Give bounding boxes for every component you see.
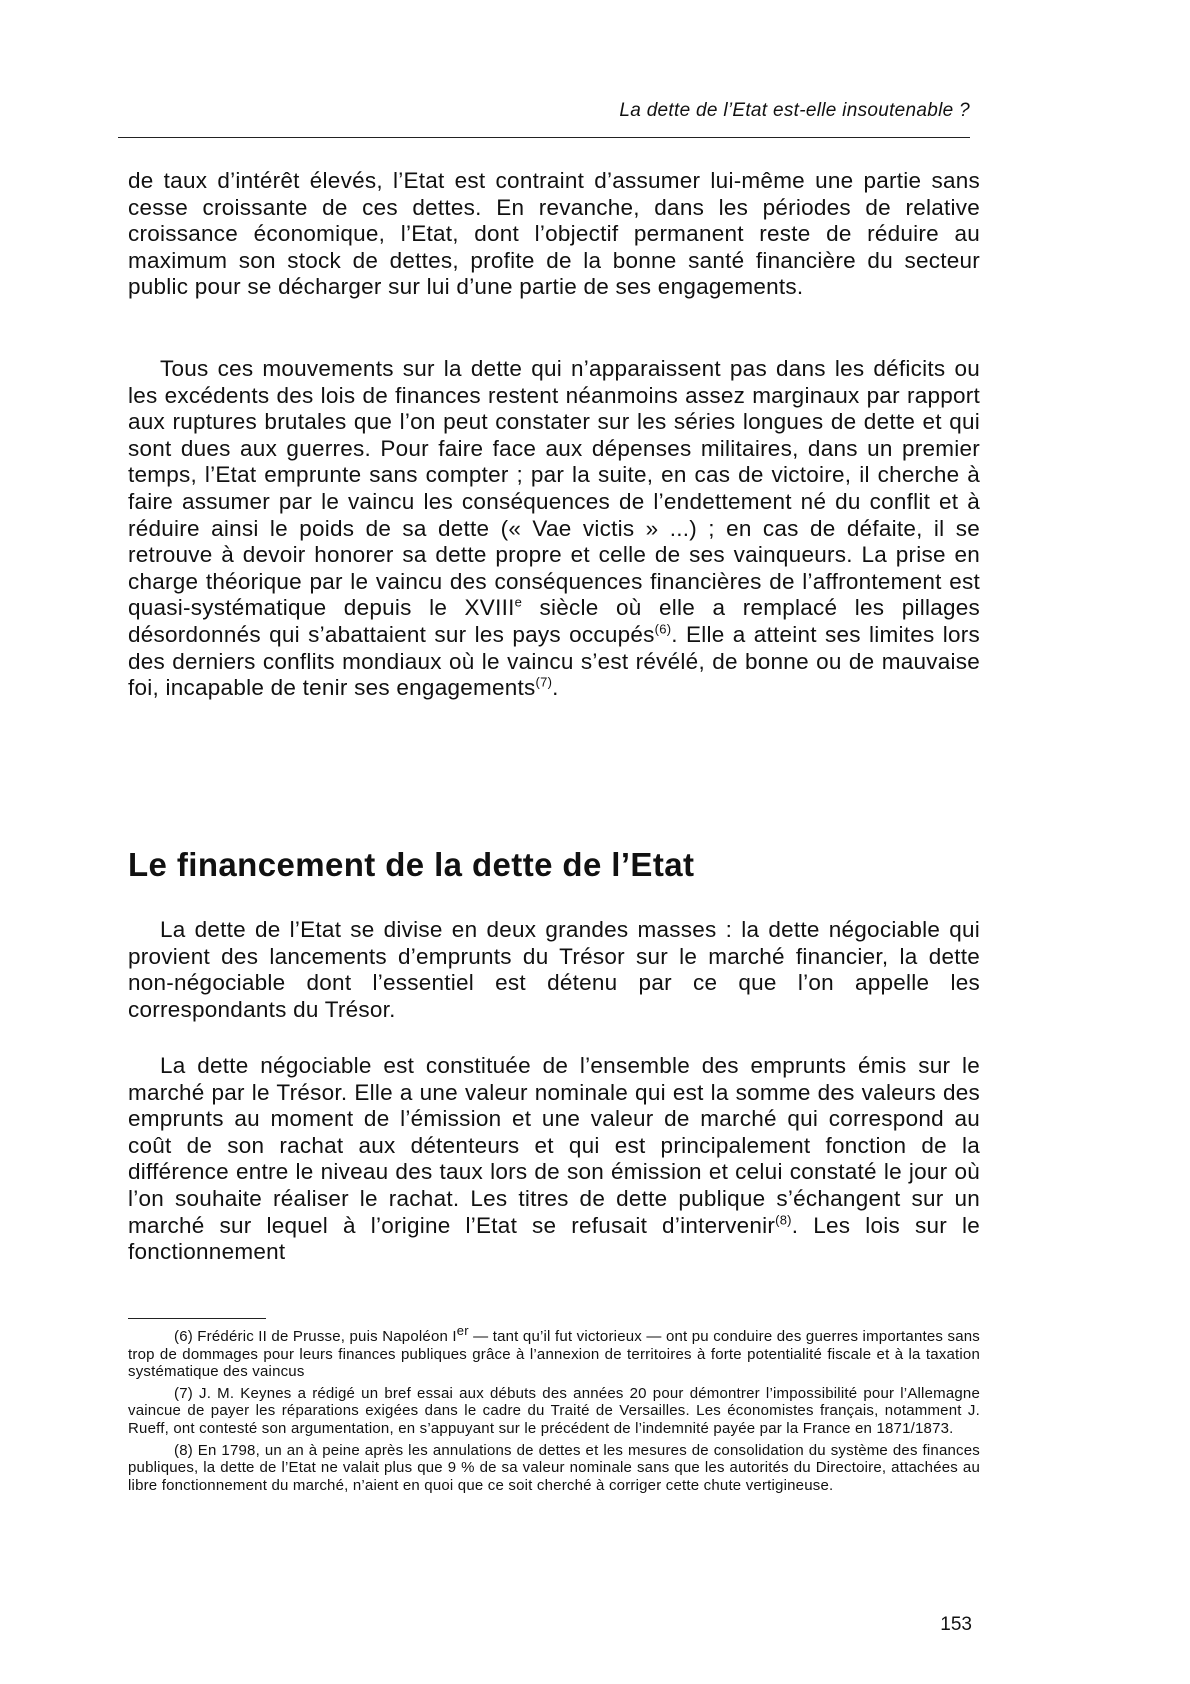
footnote-6-text-a: (6) Frédéric II de Prusse, puis Napoléon I xyxy=(174,1328,457,1345)
header-rule xyxy=(118,137,970,138)
paragraph-4-text-a: La dette négociable est constituée de l’ensemble des emprunts émis sur le marché par le Trésor. Elle a une valeur nominale qui est la somme des valeurs des emprunts au moment de l’émission et une valeur de marché qui correspond au coût de son rachat aux détenteurs et qui est principalement fonction de la différence entre le niveau des taux lors de son émission et celui constaté le jour où l’on souhaite réaliser le rachat. Les titres de dette publique s’échangent sur un marché sur lequel à l’origine l’Etat se refusait d’intervenir xyxy=(128,1053,980,1238)
footnote-6-text-b: — tant qu’il fut victorieux — ont pu conduire des guerres importantes sans trop de dommages pour leurs finances publiques grâce à l’annexion de territoires à forte potentialité fiscale et à la taxation systématique des vaincus xyxy=(128,1328,980,1381)
paragraph-2-text-b: siècle où elle a remplacé les pillages désordonnés qui s’abattaient sur les pays occupés xyxy=(128,595,980,647)
footnote-8: (8) En 1798, un an à peine après les annulations de dettes et les mesures de consolidation du système des finances publiques, la dette de l’Etat ne valait plus que 9 % de sa valeur nominale sans que les autorités du Directoire, attachées au libre fonctionnement du marché, n’aient en quoi que ce soit cherché à corriger cette chute vertigineuse. xyxy=(128,1441,980,1494)
paragraph-2-text-d: . xyxy=(552,675,559,701)
footnote-6 xyxy=(128,1323,980,1381)
section-heading: Le financement de la dette de l’Etat xyxy=(128,846,695,883)
paragraph-4-text-b: . Les lois sur le fonctionnement xyxy=(128,1212,980,1265)
paragraph-2 xyxy=(128,356,980,702)
paragraph-2-text-c: . Elle a atteint ses limites lors des derniers conflits mondiaux où le vaincu s’est révélé, de bonne ou de mauvaise foi, incapable de tenir ses engagements xyxy=(128,621,980,701)
paragraph-3: La dette de l’Etat se divise en deux grandes masses : la dette négociable qui provient des lancements d’emprunts du Trésor sur le marché financier, la dette non-négociable dont l’essentiel est détenu par ce que l’on appelle les correspondants du Trésor. xyxy=(128,917,980,1022)
page-number: 153 xyxy=(940,1614,972,1635)
footnote-6-superscript: er xyxy=(456,1323,469,1338)
footnote-ref-8: (8) xyxy=(775,1212,792,1228)
footnote-7: (7) J. M. Keynes a rédigé un bref essai aux débuts des années 20 pour démontrer l’impossibilité pour l’Allemagne vaincue de payer les réparations exigées dans le cadre du Traité de Versailles. Les économistes français, notamment J. Rueff, ont contesté son argumentation, en s’appuyant sur le précédent de l’indemnité payée par la France en 1871/1873. xyxy=(128,1384,980,1437)
footnotes xyxy=(128,1323,980,1498)
century-superscript: e xyxy=(514,594,523,610)
footnote-ref-6: (6) xyxy=(654,621,672,637)
footnote-ref-7: (7) xyxy=(535,674,553,690)
paragraph-4 xyxy=(128,1053,980,1266)
running-head: La dette de l’Etat est-elle insoutenable ? xyxy=(619,100,970,121)
paragraph-1: de taux d’intérêt élevés, l’Etat est contraint d’assumer lui-même une partie sans cesse croissante de ces dettes. En revanche, dans les périodes de relative croissance économique, l’Etat, dont l’objectif permanent reste de réduire au maximum son stock de dettes, profite de la bonne santé financière du secteur public pour se décharger sur lui d’une partie de ses engagements. xyxy=(128,168,980,300)
paragraph-2-text-a: Tous ces mouvements sur la dette qui n’apparaissent pas dans les déficits ou les excédents des lois de finances restent néanmoins assez marginaux par rapport aux ruptures brutales que l’on peut constater sur les séries longues de dette et qui sont dues aux guerres. Pour faire face aux dépenses militaires, dans un premier temps, l’Etat emprunte sans compter ; par la suite, en cas de victoire, il cherche à faire assumer par le vaincu les conséquences de l’endettement né du conflit et à réduire ainsi le poids de sa dette (« Vae victis » ...) ; en cas de défaite, il se retrouve à devoir honorer sa dette propre et celle de ses vainqueurs. La prise en charge théorique par le vaincu des conséquences financières de l’affrontement est quasi-systématique depuis le XVIII xyxy=(128,356,980,621)
footnote-rule xyxy=(128,1318,266,1319)
